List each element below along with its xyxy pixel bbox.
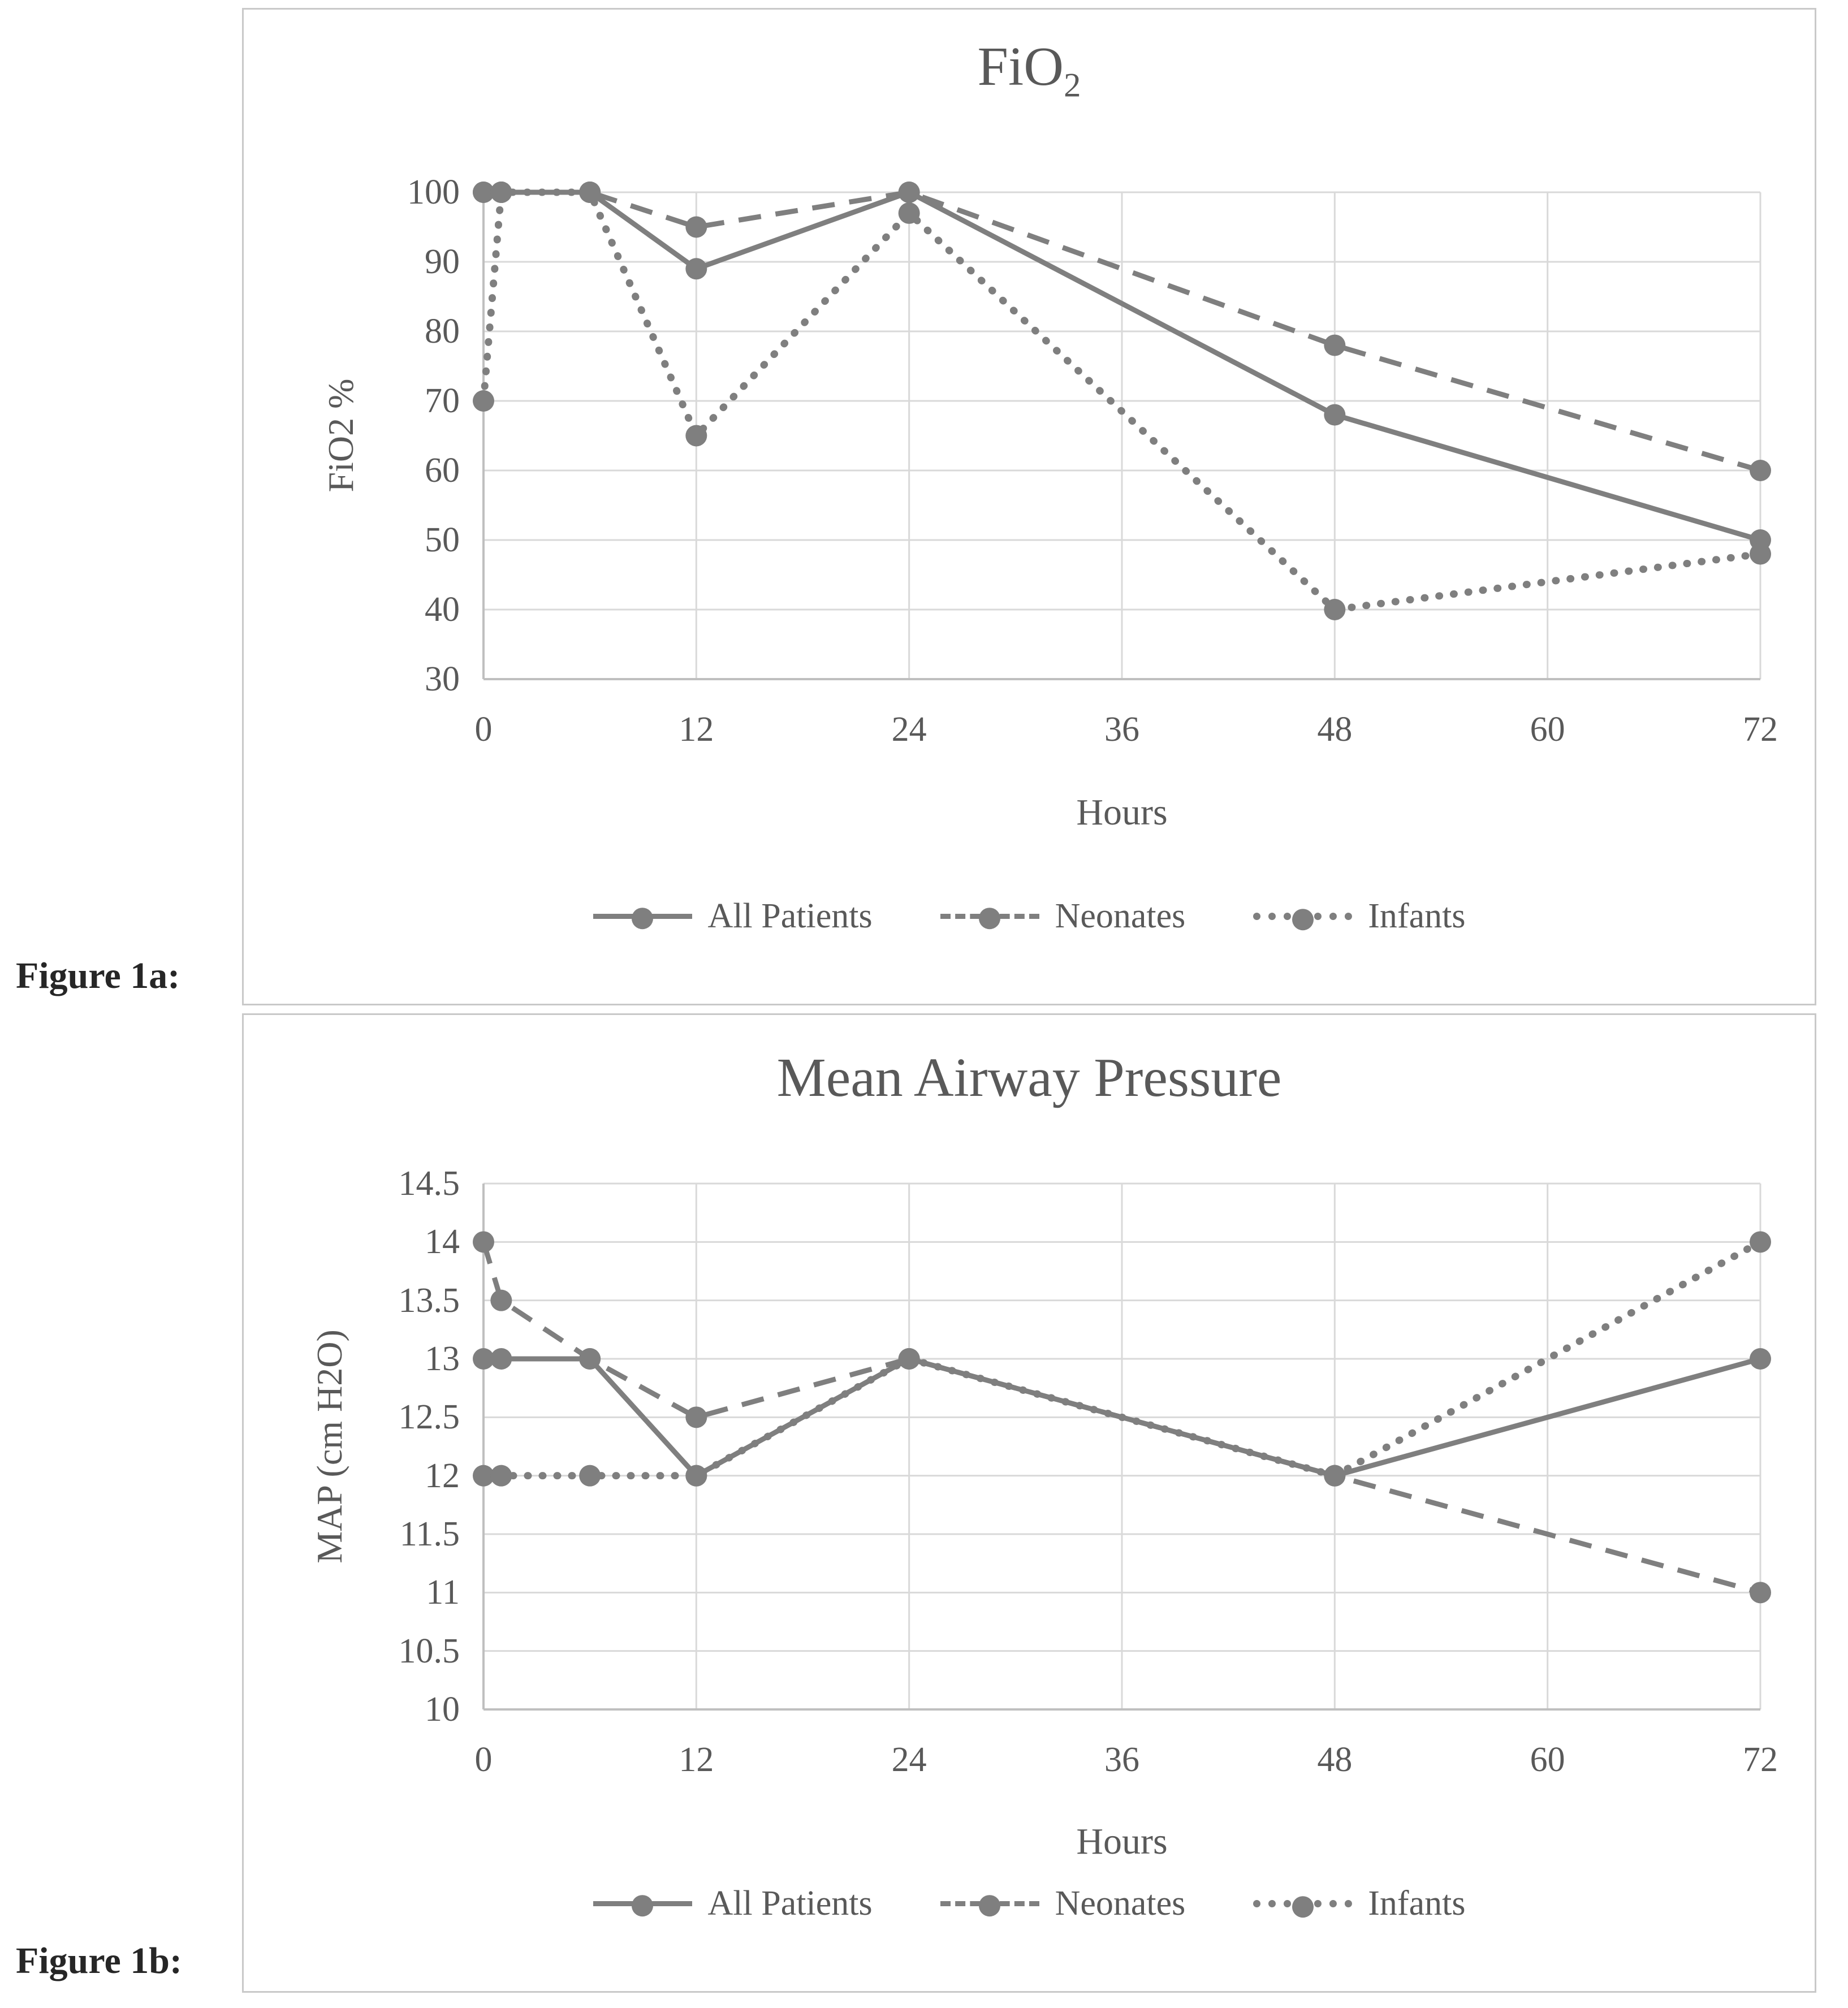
- figure-1b-label: Figure 1b:: [16, 1940, 182, 1981]
- data-point-marker: [899, 1348, 920, 1370]
- legend-item-infants: [1253, 896, 1465, 936]
- data-point-marker: [579, 182, 601, 203]
- x-tick-label: 72: [1743, 1741, 1778, 1779]
- x-axis-title-map: Hours: [1076, 1821, 1168, 1862]
- figure-1b-panel: [242, 1013, 1816, 1993]
- y-axis-title-map: MAP (cm H2O): [309, 1329, 349, 1564]
- x-tick-label: 24: [891, 1741, 927, 1779]
- y-tick-label: 10: [425, 1690, 460, 1729]
- data-point-marker: [899, 182, 920, 203]
- y-tick-label: 13: [425, 1340, 460, 1378]
- data-point-marker: [1324, 335, 1345, 356]
- y-tick-label: 11.5: [399, 1515, 460, 1553]
- chart-title-fio2-text: FiO: [977, 36, 1064, 97]
- y-tick-label: 14: [425, 1223, 460, 1262]
- plot-canvas: [483, 1184, 1760, 1709]
- y-tick-label: 100: [407, 173, 460, 211]
- data-point-marker: [1750, 1348, 1771, 1370]
- legend-item-infants: [1253, 1884, 1465, 1924]
- data-point-marker: [473, 1231, 494, 1253]
- y-axis-title-fio2: FiO2 %: [321, 378, 361, 493]
- x-tick-label: 12: [679, 1741, 714, 1779]
- data-point-marker: [490, 1290, 512, 1311]
- data-point-marker: [685, 1406, 707, 1428]
- data-point-marker: [579, 1348, 601, 1370]
- marker-icon: [979, 1895, 1000, 1916]
- y-tick-label: 11: [426, 1573, 460, 1612]
- data-point-marker: [1324, 1465, 1345, 1487]
- y-tick-label: 12.5: [398, 1398, 460, 1437]
- y-tick-label: 12: [425, 1456, 460, 1495]
- dashed-line-sample: [940, 1901, 1039, 1906]
- data-point-marker: [685, 258, 707, 279]
- x-tick-label: 24: [891, 710, 927, 749]
- solid-line-sample: [593, 1901, 692, 1906]
- data-point-marker: [1750, 1582, 1771, 1603]
- legend-item-all-patients: [593, 1884, 873, 1924]
- data-point-marker: [490, 1348, 512, 1370]
- data-point-marker: [579, 1465, 601, 1487]
- plot-area-fio2: [407, 173, 1778, 749]
- legend-label: Infants: [1368, 1884, 1466, 1923]
- figure-1a-panel: [242, 8, 1816, 1005]
- marker-icon: [632, 1895, 653, 1916]
- x-tick-label: 60: [1530, 710, 1565, 749]
- legend-label: Neonates: [1055, 897, 1186, 935]
- y-tick-label: 90: [425, 243, 460, 281]
- plot-area-map: [398, 1164, 1778, 1779]
- y-tick-label: 80: [425, 312, 460, 351]
- legend-item-neonates: [940, 896, 1186, 936]
- y-tick-label: 14.5: [398, 1164, 460, 1203]
- chart-title-fio2: [244, 37, 1815, 105]
- legend-label: All Patients: [707, 897, 873, 935]
- chart-title-fio2-subscript: 2: [1064, 66, 1081, 105]
- legend-label: Infants: [1368, 897, 1466, 935]
- x-tick-label: 36: [1104, 1741, 1139, 1779]
- x-tick-label: 48: [1317, 710, 1353, 749]
- figure-1a-label: Figure 1a:: [16, 955, 180, 996]
- data-point-marker: [1750, 460, 1771, 481]
- marker-icon: [1292, 909, 1314, 930]
- legend-label: All Patients: [707, 1884, 873, 1923]
- plot-canvas: [483, 192, 1760, 679]
- chart-title-map: Mean Airway Pressure: [776, 1047, 1282, 1108]
- y-tick-label: 70: [425, 382, 460, 420]
- y-tick-label: 50: [425, 521, 460, 559]
- y-tick-label: 40: [425, 590, 460, 629]
- marker-icon: [1292, 1896, 1314, 1918]
- data-point-marker: [1750, 1231, 1771, 1253]
- data-point-marker: [685, 217, 707, 238]
- data-point-marker: [1324, 404, 1345, 426]
- x-tick-label: 0: [474, 710, 493, 749]
- marker-icon: [632, 908, 653, 929]
- legend-item-neonates: [940, 1884, 1186, 1924]
- data-point-marker: [685, 1465, 707, 1487]
- x-tick-label: 48: [1317, 1741, 1353, 1779]
- x-tick-label: 60: [1530, 1741, 1565, 1779]
- legend-map: [244, 1884, 1815, 1924]
- data-point-marker: [1324, 599, 1345, 620]
- legend-label: Neonates: [1055, 1884, 1186, 1923]
- data-point-marker: [473, 390, 494, 412]
- data-point-marker: [685, 425, 707, 447]
- dashed-line-sample: [940, 914, 1039, 919]
- x-axis-title-fio2: Hours: [1076, 792, 1168, 833]
- x-tick-label: 0: [474, 1741, 493, 1779]
- dotted-line-sample: [1253, 913, 1352, 920]
- x-tick-label: 72: [1743, 710, 1778, 749]
- data-point-marker: [1750, 543, 1771, 565]
- x-tick-label: 36: [1104, 710, 1139, 749]
- x-tick-label: 12: [679, 710, 714, 749]
- y-tick-label: 30: [425, 660, 460, 698]
- marker-icon: [979, 908, 1000, 929]
- legend-fio2: [244, 896, 1815, 936]
- solid-line-sample: [593, 914, 692, 919]
- y-tick-label: 13.5: [398, 1281, 460, 1320]
- data-point-marker: [490, 182, 512, 203]
- y-tick-label: 60: [425, 451, 460, 490]
- legend-item-all-patients: [593, 896, 873, 936]
- y-tick-label: 10.5: [398, 1631, 460, 1670]
- data-point-marker: [899, 202, 920, 224]
- data-point-marker: [490, 1465, 512, 1487]
- dotted-line-sample: [1253, 1900, 1352, 1907]
